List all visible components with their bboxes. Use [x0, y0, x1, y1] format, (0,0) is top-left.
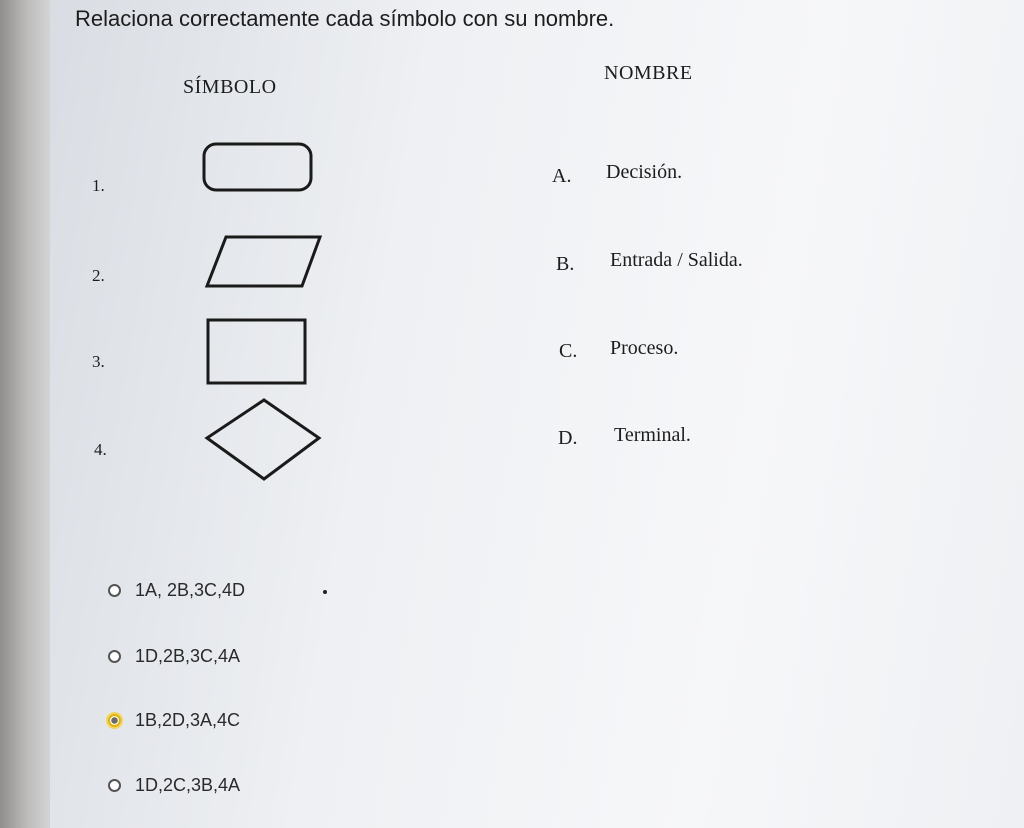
answer-option-3[interactable]: [108, 710, 240, 731]
symbol-column-header: SÍMBOLO: [183, 76, 277, 98]
decision-symbol-icon: [202, 396, 324, 484]
symbol-number-2: 2.: [92, 266, 105, 285]
name-column-header: NOMBRE: [604, 62, 693, 84]
name-label-a: Decisión.: [606, 161, 683, 183]
question-instruction: Relaciona correctamente cada símbolo con su nombre.: [75, 6, 615, 31]
answer-option-4[interactable]: [108, 775, 240, 796]
answer-option-2[interactable]: [108, 646, 240, 667]
name-label-b: Entrada / Salida.: [610, 249, 743, 271]
name-letter-c: C.: [559, 340, 578, 362]
process-symbol-icon: [204, 316, 310, 388]
symbol-number-3: 3.: [92, 352, 105, 371]
name-label-d: Terminal.: [614, 424, 691, 446]
symbol-number-1: 1.: [92, 176, 105, 195]
name-label-c: Proceso.: [610, 337, 679, 359]
quiz-screen: [50, 0, 1024, 828]
name-letter-b: B.: [556, 253, 575, 275]
terminal-symbol-icon: [200, 140, 316, 194]
radio-unchecked-icon[interactable]: [108, 584, 121, 597]
answer-option-label: 1D,2C,3B,4A: [135, 775, 241, 795]
monitor-bezel: [0, 0, 50, 828]
name-letter-a: A.: [552, 165, 572, 187]
stray-dot: [323, 590, 327, 594]
name-letter-d: D.: [558, 427, 578, 449]
radio-unchecked-icon[interactable]: [108, 650, 121, 663]
answer-option-label: 1B,2D,3A,4C: [135, 710, 241, 730]
radio-checked-icon[interactable]: [108, 714, 121, 727]
input-output-symbol-icon: [202, 232, 326, 292]
symbol-number-4: 4.: [94, 440, 107, 459]
answer-option-label: 1A, 2B,3C,4D: [135, 580, 246, 600]
answer-option-1[interactable]: [108, 580, 245, 601]
answer-option-label: 1D,2B,3C,4A: [135, 646, 241, 666]
radio-unchecked-icon[interactable]: [108, 779, 121, 792]
